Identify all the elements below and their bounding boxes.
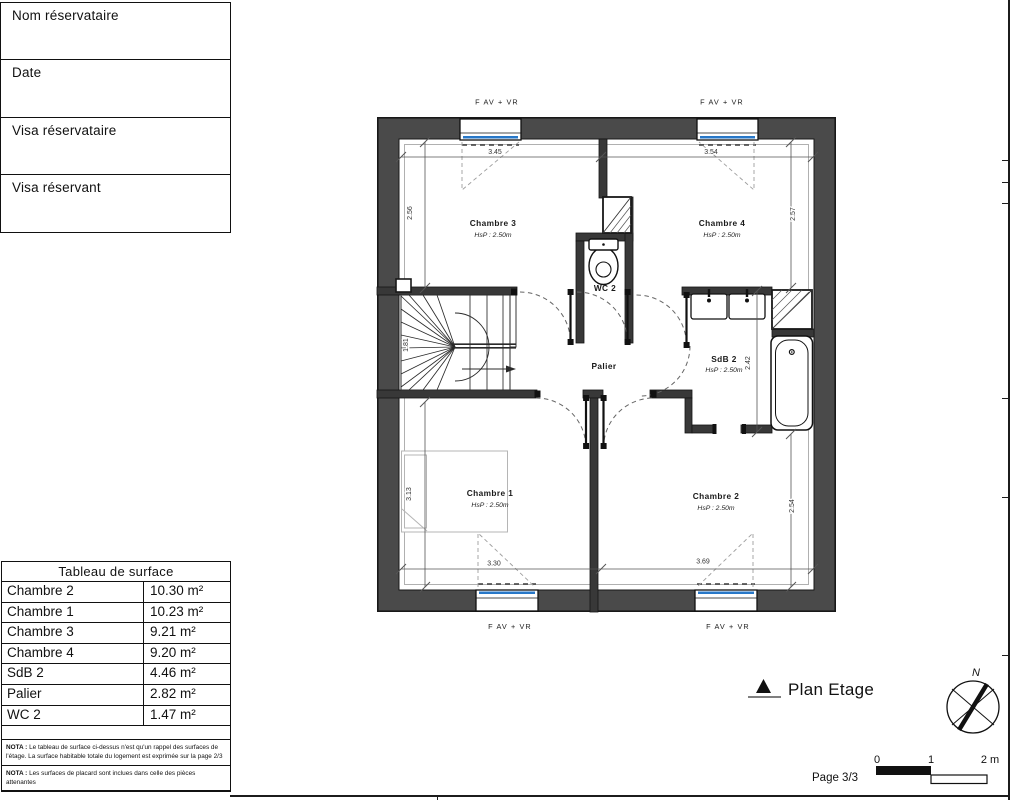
- window: [697, 119, 758, 145]
- surface-table-title: Tableau de surface: [2, 562, 230, 582]
- nota-label: NOTA :: [6, 744, 28, 752]
- table-row: Palier 2.82 m²: [2, 685, 230, 706]
- stair-guard-wall: [510, 295, 516, 347]
- room-hsp-chambre3: HsP : 2.50m: [474, 232, 512, 239]
- bathtub: [771, 336, 813, 430]
- nota-text: Les surfaces de placard sont inclues dans celle des pièces attenantes: [6, 769, 196, 786]
- staircase: [401, 295, 516, 390]
- nota-label: NOTA :: [6, 769, 28, 777]
- table-spacer: [2, 726, 230, 740]
- dim-ch1-width: 3.30: [487, 560, 501, 568]
- table-row: Chambre 2 10.30 m²: [2, 582, 230, 603]
- room-hsp-sdb2: HsP : 2.50m: [705, 367, 743, 374]
- border-tick: [437, 795, 438, 800]
- roof-window-wc: [603, 197, 631, 233]
- room-label-chambre1: Chambre 1: [466, 488, 514, 498]
- scale-tick-1: 1: [927, 754, 935, 766]
- north-label: N: [972, 667, 980, 679]
- sheet-right-border: [1008, 0, 1010, 800]
- reservation-row: [1, 3, 230, 60]
- table-row: SdB 2 4.46 m²: [2, 664, 230, 685]
- window-label: F AV + VR: [706, 622, 750, 631]
- surface-table: [1, 561, 231, 792]
- window-label: F AV + VR: [488, 622, 532, 631]
- room-hsp-chambre2: HsP : 2.50m: [697, 505, 735, 512]
- room-label-palier: Palier: [591, 361, 617, 371]
- window-label: F AV + VR: [475, 97, 519, 107]
- room-label-sdb2: SdB 2: [711, 354, 737, 364]
- reservation-row-label: Nom réservataire: [12, 8, 119, 23]
- reservation-row: [1, 118, 230, 175]
- sheet-bottom-border: [230, 795, 1009, 797]
- reservation-row: [1, 60, 230, 117]
- nota-1: [2, 740, 230, 766]
- dim-ch3-width: 3.45: [488, 149, 502, 156]
- scale-tick-0: 0: [873, 754, 881, 766]
- reservation-row-label: Date: [12, 65, 42, 81]
- table-row: Chambre 1 10.23 m²: [2, 603, 230, 624]
- dim-sdb-height: 2.42: [745, 356, 752, 370]
- dim-stair-width: 1.81: [403, 338, 410, 352]
- page-number: Page 3/3: [812, 772, 859, 784]
- dim-ch1-height: 3.13: [406, 487, 413, 501]
- toilet: [589, 239, 618, 285]
- room-label-wc2: WC 2: [593, 283, 617, 293]
- compass-icon: [947, 667, 999, 733]
- table-row: Chambre 3 9.21 m²: [2, 623, 230, 644]
- wall-notch: [396, 279, 411, 292]
- table-row: Chambre 4 9.20 m²: [2, 644, 230, 665]
- floor-plan: [370, 85, 850, 645]
- border-tick: [1002, 160, 1008, 161]
- plan-marker-triangle-icon: [756, 679, 771, 693]
- room-hsp-chambre4: HsP : 2.50m: [703, 232, 741, 239]
- reservation-block: [0, 2, 231, 233]
- dim-ch2-width: 3.69: [696, 558, 710, 566]
- border-tick: [1002, 182, 1008, 183]
- border-tick: [1002, 497, 1008, 498]
- window: [460, 119, 521, 145]
- scale-tick-2: 2 m: [980, 754, 1000, 766]
- window: [476, 584, 538, 611]
- scale-bar: [874, 754, 999, 784]
- room-label-chambre4: Chambre 4: [698, 218, 746, 228]
- nota-2: [2, 766, 230, 792]
- table-row: WC 2 1.47 m²: [2, 706, 230, 727]
- window: [695, 584, 757, 611]
- footer-graphics: [740, 660, 1012, 796]
- reservation-row-label: Visa réservant: [12, 180, 101, 196]
- reservation-row: [1, 175, 230, 231]
- roof-window-sdb: [772, 290, 812, 329]
- border-tick: [1002, 203, 1008, 204]
- dim-ch3-height: 2.56: [407, 206, 414, 220]
- dim-ch2-height: 2.54: [789, 499, 796, 513]
- dim-ch4-height: 2.57: [790, 207, 797, 221]
- room-label-chambre2: Chambre 2: [692, 491, 740, 501]
- nota-text: Le tableau de surface ci-dessus n'est qu'un rappel des surfaces de l'étage. La surface habitable totale du logement est exprimée sur la page 2/3: [6, 744, 223, 761]
- border-tick: [1002, 398, 1008, 399]
- reservation-row-label: Visa réservataire: [12, 122, 117, 138]
- border-tick: [1002, 655, 1008, 656]
- plan-title: Plan Etage: [788, 680, 875, 699]
- dim-ch4-width: 3.54: [704, 149, 718, 156]
- room-label-chambre3: Chambre 3: [469, 218, 517, 228]
- window-label: F AV + VR: [700, 97, 744, 107]
- room-hsp-chambre1: HsP : 2.50m: [471, 502, 509, 509]
